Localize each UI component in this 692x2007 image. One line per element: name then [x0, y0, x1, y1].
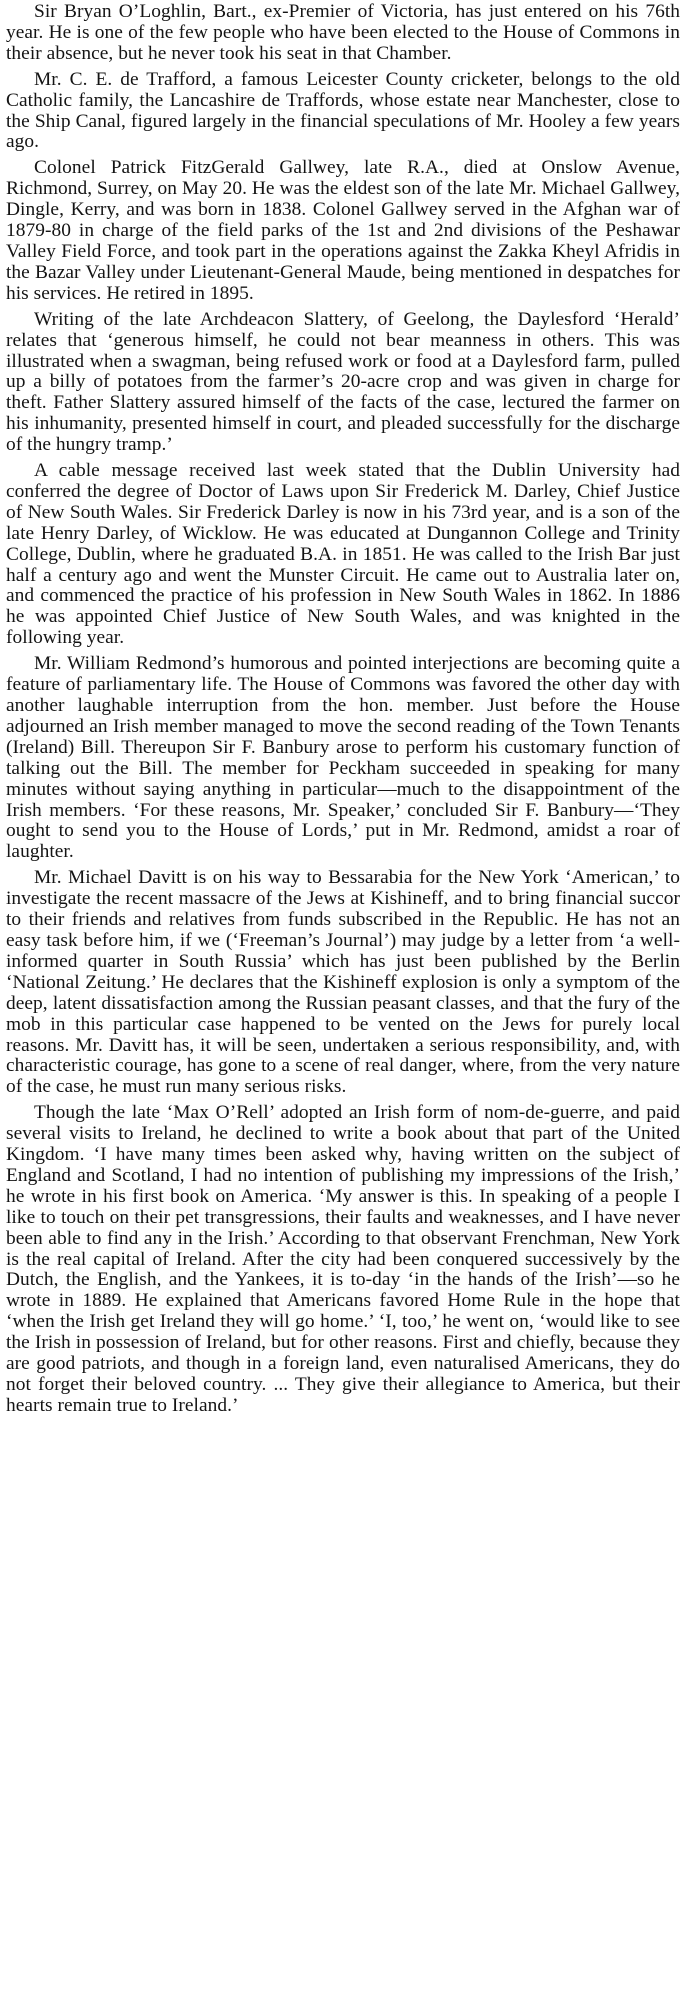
paragraph-de-trafford: Mr. C. E. de Trafford, a famous Leicester County cricketer, belongs to the old Catholic family, the Lancashire de Traffords, whose estate near Manchester, close to the Ship Canal, figured largely in the financial speculations of Mr. Hooley a few years ago. [6, 68, 680, 153]
paragraph-max-orell: Though the late ‘Max O’Rell’ adopted an Irish form of nom-de-guerre, and paid several visits to Ireland, he declined to write a book about that part of the United Kingdom. ‘I have many times been asked why, having written on the subject of England and Scotland, I had no intention of publishing my impressions of the Irish,’ he wrote in his first book on America. ‘My answer is this. In speaking of a people I like to touch on their pet transgressions, their faults and weaknesses, and I have never been able to find any in the Irish.’ According to that observant Frenchman, New York is the real capital of Ireland. After the city had been conquered successively by the Dutch, the English, and the Yankees, it is to-day ‘in the hands of the Irish’—so he wrote in 1889. He explained that Americans favored Home Rule in the hope that ‘when the Irish get Ireland they will go home.’ ‘I, too,’ he went on, ‘would like to see the Irish in possession of Ireland, but for other reasons. First and chiefly, because they are good patriots, and though in a foreign land, even naturalised Americans, they do not forget their beloved country. ... They give their allegiance to America, but their hearts remain true to Ireland.’ [6, 1102, 680, 1416]
paragraph-gallwey: Colonel Patrick FitzGerald Gallwey, late R.A., died at Onslow Avenue, Richmond, Surrey, on May 20. He was the eldest son of the late Mr. Michael Gallwey, Dingle, Kerry, and was born in 1838. Colonel Gallwey served in the Afghan war of 1879-80 in charge of the field parks of the 1st and 2nd divisions of the Peshawar Valley Field Force, and took part in the operations against the Zakka Kheyl Afridis in the Bazar Valley under Lieutenant-General Maude, being mentioned in despatches for his services. He retired in 1895. [6, 157, 680, 304]
paragraph-darley: A cable message received last week stated that the Dublin University had conferred the degree of Doctor of Laws upon Sir Frederick M. Darley, Chief Justice of New South Wales. Sir Frederick Darley is now in his 73rd year, and is a son of the late Henry Darley, of Wicklow. He was educated at Dungannon College and Trinity College, Dublin, where he graduated B.A. in 1851. He was called to the Irish Bar just half a century ago and went the Munster Circuit. He came out to Australia later on, and commenced the practice of his profession in New South Wales in 1862. In 1886 he was appointed Chief Justice of New South Wales, and was knighted in the following year. [6, 460, 680, 649]
paragraph-redmond: Mr. William Redmond’s humorous and pointed interjections are becoming quite a feature of parliamentary life. The House of Commons was favored the other day with another laughable interruption from the hon. member. Just before the House adjourned an Irish member managed to move the second reading of the Town Tenants (Ireland) Bill. Thereupon Sir F. Banbury arose to perform his customary function of talking out the Bill. The member for Peckham succeeded in speaking for many minutes without saying anything in particular—much to the disappointment of the Irish members. ‘For these reasons, Mr. Speaker,’ concluded Sir F. Banbury—‘They ought to send you to the House of Lords,’ put in Mr. Redmond, amidst a roar of laughter. [6, 653, 680, 863]
paragraph-davitt: Mr. Michael Davitt is on his way to Bessarabia for the New York ‘American,’ to investigate the recent massacre of the Jews at Kishineff, and to bring financial succor to their friends and relatives from funds subscribed in the Republic. He has not an easy task before him, if we (‘Freeman’s Journal’) may judge by a letter from ‘a well-informed quarter in South Russia’ which has just been published by the Berlin ‘National Zeitung.’ He declares that the Kishineff explosion is only a symptom of the deep, latent dissatisfaction among the Russian peasant classes, and that the fury of the mob in this particular case happened to be vented on the Jews for purely local reasons. Mr. Davitt has, it will be seen, undertaken a serious responsibility, and, with characteristic courage, has gone to a scene of real danger, where, from the very nature of the case, he must run many serious risks. [6, 867, 680, 1098]
paragraph-slattery: Writing of the late Archdeacon Slattery, of Geelong, the Daylesford ‘Herald’ relates that ‘generous himself, he could not bear meanness in others. This was illustrated when a swagman, being refused work or food at a Daylesford farm, pulled up a billy of potatoes from the farmer’s 20-acre crop and was given in charge for theft. Father Slattery assured himself of the facts of the case, lectured the farmer on his inhumanity, presented himself in court, and pleaded successfully for the discharge of the hungry tramp.’ [6, 308, 680, 456]
paragraph-ologhlin: Sir Bryan O’Loghlin, Bart., ex-Premier of Victoria, has just entered on his 76th year. He is one of the few people who have been elected to the House of Commons in their absence, but he never took his seat in that Chamber. [6, 1, 680, 64]
